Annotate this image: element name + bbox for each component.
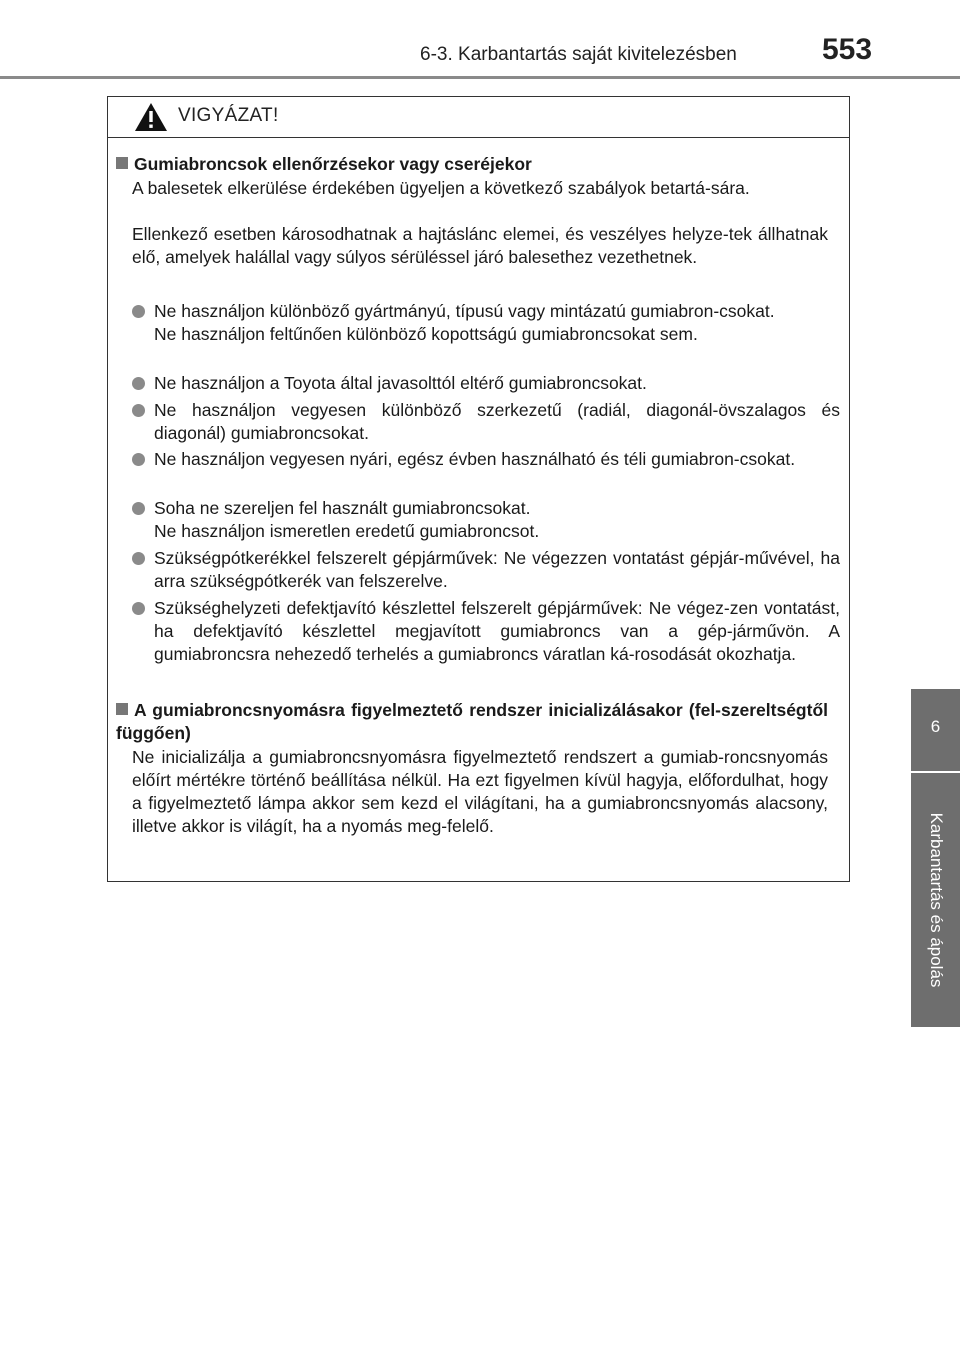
header-divider xyxy=(0,76,960,79)
chapter-label-tab xyxy=(911,773,960,1027)
paragraph: Ellenkező esetben károsodhatnak a hajtáslánc elemei, és veszélyes helyze-tek állhatnak elő, amelyek halállal vagy súlyos sérüléssel járó balesethez vezethetnek. xyxy=(132,224,828,267)
section-heading-tires: Gumiabroncsok ellenőrzésekor vagy cseréjekor xyxy=(116,153,828,176)
page-header xyxy=(0,0,960,80)
warning-title: VIGYÁZAT! xyxy=(178,105,279,126)
warning-box xyxy=(107,96,850,882)
circle-bullet-icon xyxy=(132,453,145,466)
paragraph: Ne inicializálja a gumiabroncsnyomásra figyelmeztető rendszert a gumiab-roncsnyomás előírt mértékre történő beállítása nélkül. Ha ezt figyelmen kívül hagyja, előfordulhat, hogy a figyelmeztető lámpa akkor sem kezd el világítani, ha a gumiabroncsnyomás alacsony, illetve akkor is világít, ha a nyomás meg-felelő. xyxy=(132,747,828,836)
chapter-label: Karbantartás és ápolás xyxy=(926,812,946,988)
circle-bullet-icon xyxy=(132,377,145,390)
list-item: Ne használjon a Toyota által javasolttól eltérő gumiabroncsokat. xyxy=(116,372,840,395)
list-item: Ne használjon különböző gyártmányú, típusú vagy mintázatú gumiabron-csokat. Ne használjon feltűnően különböző kopottságú gumiabroncsokat sem. xyxy=(116,300,840,346)
circle-bullet-icon xyxy=(132,404,145,417)
warning-header xyxy=(108,97,849,138)
circle-bullet-icon xyxy=(132,602,145,615)
paragraph: A balesetek elkerülése érdekében ügyeljen a következő szabályok betartá-sára. xyxy=(132,178,750,198)
circle-bullet-icon xyxy=(132,552,145,565)
circle-bullet-icon xyxy=(132,502,145,515)
warning-triangle-icon xyxy=(134,102,168,132)
chapter-number: 6 xyxy=(930,717,941,736)
list-item: Szükségpótkerékkel felszerelt gépjárművek: Ne végezzen vontatást gépjár-művével, ha arra szükségpótkerék van felszerelve. xyxy=(116,547,840,593)
page-number: 553 xyxy=(822,33,873,66)
list-item: Ne használjon vegyesen különböző szerkezetű (radiál, diagonál-övszalagos és diagonál) gumiabroncsokat. xyxy=(116,399,840,445)
list-item: Ne használjon vegyesen nyári, egész évben használható és téli gumiabron-csokat. xyxy=(116,448,840,471)
section-heading-tpms: A gumiabroncsnyomásra figyelmeztető rendszer inicializálásakor (fel-szereltségtől függően) xyxy=(116,700,828,743)
list-item: Soha ne szereljen fel használt gumiabroncsokat. Ne használjon ismeretlen eredetű gumiabroncsot. xyxy=(116,497,840,543)
list-item: Szükséghelyzeti defektjavító készlettel felszerelt gépjárművek: Ne végez-zen vontatást, ha defektjavító készlettel megjavított gumiabroncs van a gép-járművön. A gumiabroncsra nehezedő terhelés a gumiabroncs váratlan ká-rosodását okozhatja. xyxy=(116,597,840,666)
square-bullet-icon xyxy=(116,157,128,169)
section-title: 6-3. Karbantartás saját kivitelezésben xyxy=(420,44,737,65)
chapter-number-tab xyxy=(911,689,960,771)
square-bullet-icon xyxy=(116,703,128,715)
circle-bullet-icon xyxy=(132,305,145,318)
